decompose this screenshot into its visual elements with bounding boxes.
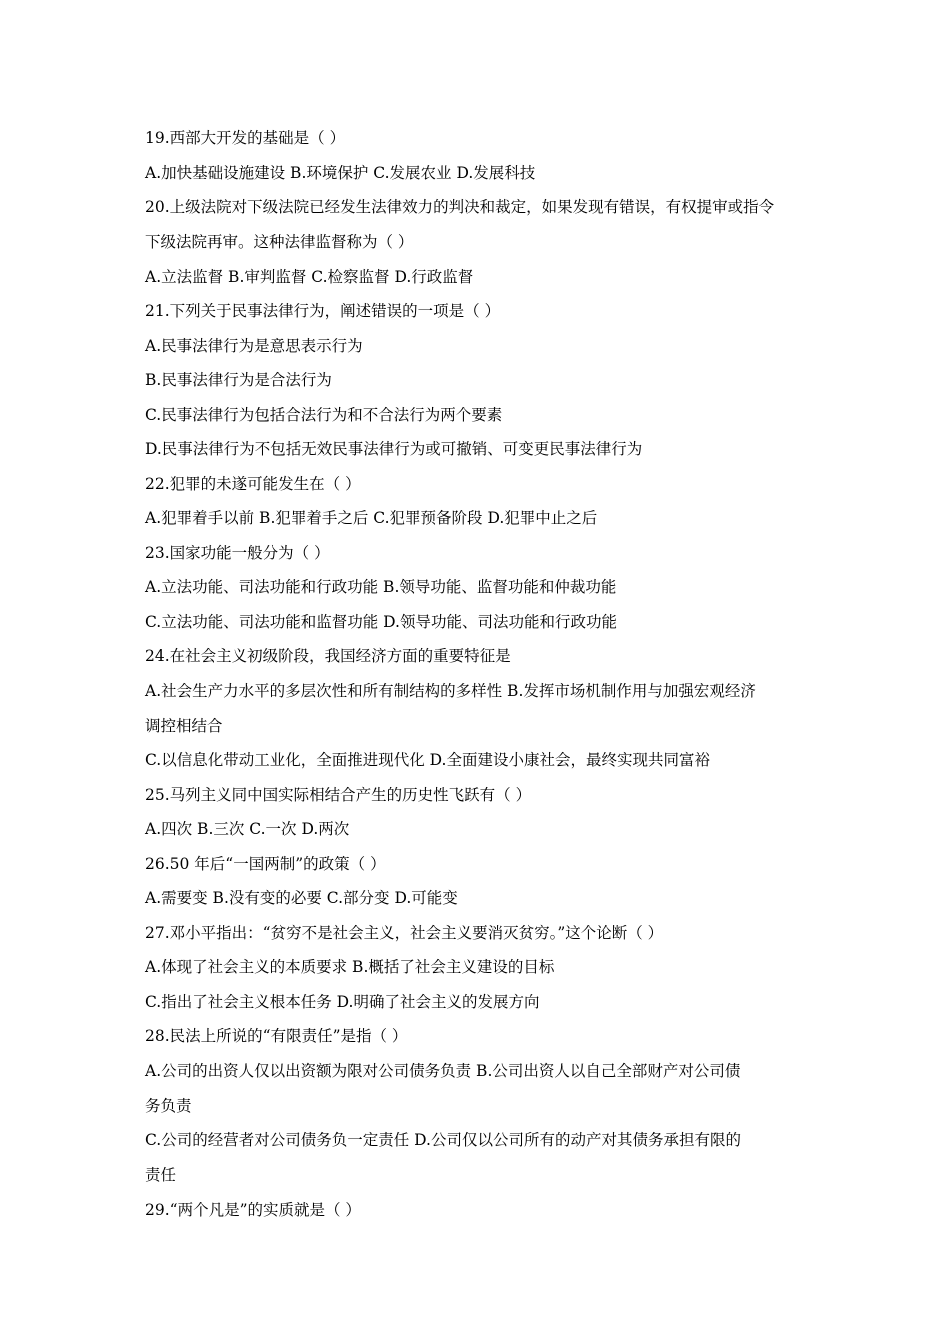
question-27: 27.邓小平指出：“贫穷不是社会主义，社会主义要消灭贫穷。”这个论断（ ）	[145, 923, 664, 942]
question-19: 19.西部大开发的基础是（ ）	[145, 129, 346, 147]
question-20: 20.上级法院对下级法院已经发生法律效力的判决和裁定，如果发现有错误，有权提审或指令	[145, 198, 775, 216]
question-20-options: A.立法监督 B.审判监督 C.检察监督 D.行政监督	[145, 267, 474, 286]
question-21-option-c: C.民事法律行为包括合法行为和不合法行为两个要素	[145, 405, 503, 424]
question-28-options-ab-cont: 务负责	[145, 1096, 192, 1115]
question-21-option-d: D.民事法律行为不包括无效民事法律行为或可撤销、可变更民事法律行为	[145, 440, 643, 458]
question-24: 24.在社会主义初级阶段，我国经济方面的重要特征是	[145, 647, 511, 665]
question-25-options: A.四次 B.三次 C.一次 D.两次	[145, 820, 350, 838]
question-28-options-ab: A.公司的出资人仅以出资额为限对公司债务负责 B.公司出资人以自己全部财产对公司债	[145, 1061, 741, 1080]
question-21-option-a: A.民事法律行为是意思表示行为	[145, 336, 363, 355]
question-27-options-cd: C.指出了社会主义根本任务 D.明确了社会主义的发展方向	[145, 992, 540, 1011]
question-22-options: A.犯罪着手以前 B.犯罪着手之后 C.犯罪预备阶段 D.犯罪中止之后	[145, 509, 598, 527]
question-24-options-cd: C.以信息化带动工业化，全面推进现代化 D.全面建设小康社会，最终实现共同富裕	[145, 751, 710, 769]
question-21: 21.下列关于民事法律行为，阐述错误的一项是（ ）	[145, 302, 501, 320]
question-24-options-ab: A.社会生产力水平的多层次性和所有制结构的多样性 B.发挥市场机制作用与加强宏观经济	[145, 681, 756, 700]
question-26-options: A.需要变 B.没有变的必要 C.部分变 D.可能变	[145, 889, 458, 907]
question-28-options-cd: C.公司的经营者对公司债务负一定责任 D.公司仅以公司所有的动产对其债务承担有限的	[145, 1131, 741, 1149]
question-28-options-cd-cont: 责任	[145, 1166, 177, 1184]
question-19-options: A.加快基础设施建设 B.环境保护 C.发展农业 D.发展科技	[145, 163, 536, 182]
question-25: 25.马列主义同中国实际相结合产生的历史性飞跃有（ ）	[145, 785, 532, 804]
question-29: 29.“两个凡是”的实质就是（ ）	[145, 1200, 361, 1219]
question-28: 28.民法上所说的“有限责任”是指（ ）	[145, 1027, 408, 1045]
question-23: 23.国家功能一般分为（ ）	[145, 543, 330, 562]
question-21-option-b: B.民事法律行为是合法行为	[145, 371, 332, 389]
question-23-options-ab: A.立法功能、司法功能和行政功能 B.领导功能、监督功能和仲裁功能	[145, 578, 617, 596]
question-20-cont: 下级法院再审。这种法律监督称为（ ）	[145, 233, 414, 251]
question-26: 26.50 年后“一国两制”的政策（ ）	[145, 854, 386, 873]
question-22: 22.犯罪的未遂可能发生在（ ）	[145, 474, 361, 493]
question-23-options-cd: C.立法功能、司法功能和监督功能 D.领导功能、司法功能和行政功能	[145, 612, 617, 631]
document-page	[145, 126, 815, 1232]
question-24-options-ab-cont: 调控相结合	[145, 716, 223, 735]
question-27-options-ab: A.体现了社会主义的本质要求 B.概括了社会主义建设的目标	[145, 958, 555, 976]
